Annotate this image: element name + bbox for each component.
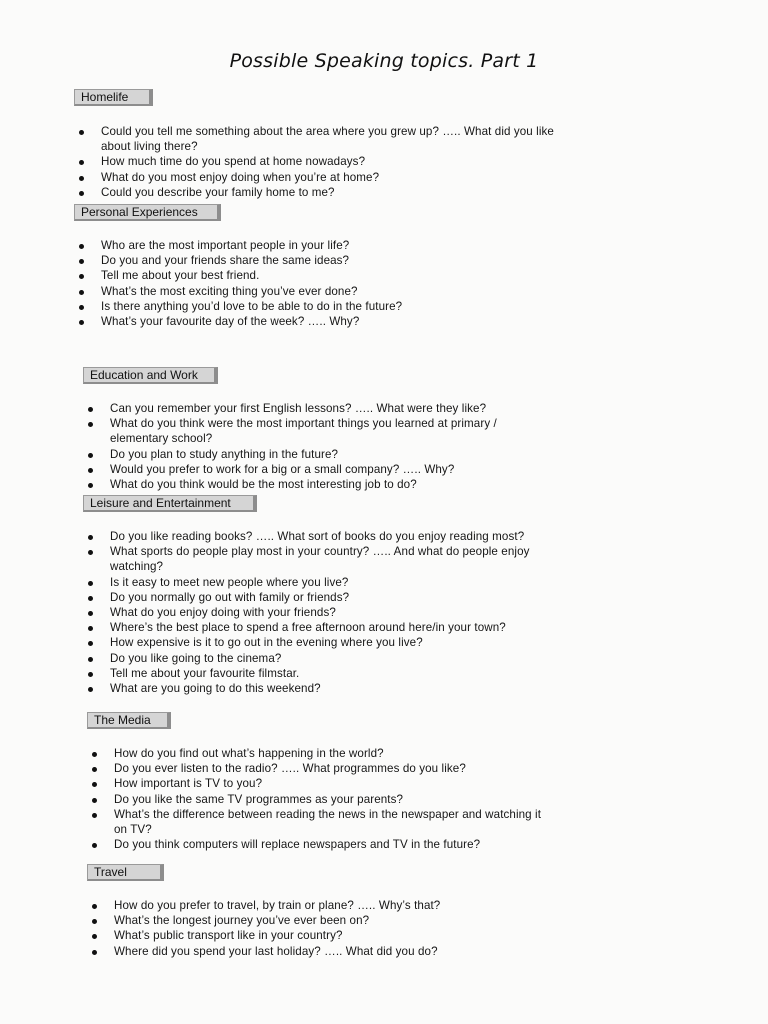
section-heading-travel: Travel (87, 864, 164, 881)
bullet-icon (92, 934, 97, 939)
bullet-icon (92, 904, 97, 909)
list-item: Do you think computers will replace newspapers and TV in the future? (87, 837, 557, 852)
list-item: What’s the difference between reading the news in the newspaper and watching it on TV? (87, 807, 557, 837)
bullet-icon (79, 274, 84, 279)
list-item: Do you normally go out with family or friends? (83, 590, 553, 605)
section-heading-leisure-and-entertainment: Leisure and Entertainment (83, 495, 257, 512)
bullet-icon (88, 672, 93, 677)
bullet-icon (79, 244, 84, 249)
list-item: Could you describe your family home to me? (74, 185, 574, 200)
bullet-icon (92, 813, 97, 818)
bullet-icon (88, 596, 93, 601)
bullet-icon (79, 259, 84, 264)
section-heading-the-media: The Media (87, 712, 171, 729)
bullet-icon (92, 782, 97, 787)
bullet-icon (88, 687, 93, 692)
bullet-icon (92, 767, 97, 772)
list-item: Where’s the best place to spend a free afternoon around here/in your town? (83, 620, 553, 635)
bullet-icon (88, 626, 93, 631)
section-heading-homelife: Homelife (74, 89, 153, 106)
list-item: Who are the most important people in your life? (74, 238, 574, 253)
list-item: Do you plan to study anything in the future? (83, 447, 553, 462)
travel-list (87, 898, 557, 959)
list-item: What do you most enjoy doing when you’re at home? (74, 170, 574, 185)
bullet-icon (79, 290, 84, 295)
list-item: What do you think were the most important things you learned at primary / elementary school? (83, 416, 553, 446)
bullet-icon (92, 950, 97, 955)
list-item: How expensive is it to go out in the evening where you live? (83, 635, 553, 650)
bullet-icon (88, 550, 93, 555)
bullet-icon (92, 919, 97, 924)
list-item: Is there anything you’d love to be able to do in the future? (74, 299, 574, 314)
list-item: Would you prefer to work for a big or a small company? ….. Why? (83, 462, 553, 477)
bullet-icon (88, 611, 93, 616)
bullet-icon (79, 160, 84, 165)
bullet-icon (88, 483, 93, 488)
the-media-list (87, 746, 557, 852)
bullet-icon (88, 535, 93, 540)
section-homelife (74, 88, 574, 200)
page-title: Possible Speaking topics. Part 1 (229, 50, 539, 72)
bullet-icon (79, 320, 84, 325)
homelife-list (74, 124, 574, 200)
section-leisure-and-entertainment (83, 494, 553, 696)
bullet-icon (79, 130, 84, 135)
bullet-icon (92, 843, 97, 848)
bullet-icon (92, 798, 97, 803)
list-item: Is it easy to meet new people where you live? (83, 575, 553, 590)
list-item: Do you like reading books? ….. What sort of books do you enjoy reading most? (83, 529, 553, 544)
list-item: What’s your favourite day of the week? ….. Why? (74, 314, 574, 329)
bullet-icon (88, 407, 93, 412)
list-item: Where did you spend your last holiday? ….. What did you do? (87, 944, 557, 959)
bullet-icon (88, 468, 93, 473)
list-item: Tell me about your favourite filmstar. (83, 666, 553, 681)
bullet-icon (79, 305, 84, 310)
list-item: Do you and your friends share the same ideas? (74, 253, 574, 268)
section-heading-education-and-work: Education and Work (83, 367, 218, 384)
bullet-icon (88, 581, 93, 586)
bullet-icon (79, 176, 84, 181)
bullet-icon (79, 191, 84, 196)
section-heading-personal-experiences: Personal Experiences (74, 204, 221, 221)
section-personal-experiences (74, 203, 574, 329)
leisure-and-entertainment-list (83, 529, 553, 696)
list-item: What do you enjoy doing with your friends? (83, 605, 553, 620)
list-item: What are you going to do this weekend? (83, 681, 553, 696)
bullet-icon (88, 453, 93, 458)
list-item: Can you remember your first English lessons? ….. What were they like? (83, 401, 553, 416)
bullet-icon (88, 657, 93, 662)
personal-experiences-list (74, 238, 574, 329)
bullet-icon (92, 752, 97, 757)
list-item: What sports do people play most in your country? ….. And what do people enjoy watching? (83, 544, 553, 574)
education-and-work-list (83, 401, 553, 492)
section-travel (87, 863, 557, 959)
list-item: What’s public transport like in your country? (87, 928, 557, 943)
list-item: How do you find out what’s happening in the world? (87, 746, 557, 761)
section-education-and-work (83, 366, 553, 492)
bullet-icon (88, 422, 93, 427)
section-the-media (87, 711, 557, 852)
list-item: Do you like going to the cinema? (83, 651, 553, 666)
list-item: Tell me about your best friend. (74, 268, 574, 283)
list-item: What’s the most exciting thing you’ve ever done? (74, 284, 574, 299)
list-item: Do you like the same TV programmes as your parents? (87, 792, 557, 807)
bullet-icon (88, 641, 93, 646)
list-item: What do you think would be the most interesting job to do? (83, 477, 553, 492)
list-item: How important is TV to you? (87, 776, 557, 791)
list-item: How much time do you spend at home nowadays? (74, 154, 574, 169)
list-item: What’s the longest journey you’ve ever been on? (87, 913, 557, 928)
list-item: Could you tell me something about the area where you grew up? ….. What did you like about living there? (74, 124, 574, 154)
list-item: How do you prefer to travel, by train or plane? ….. Why’s that? (87, 898, 557, 913)
list-item: Do you ever listen to the radio? ….. What programmes do you like? (87, 761, 557, 776)
